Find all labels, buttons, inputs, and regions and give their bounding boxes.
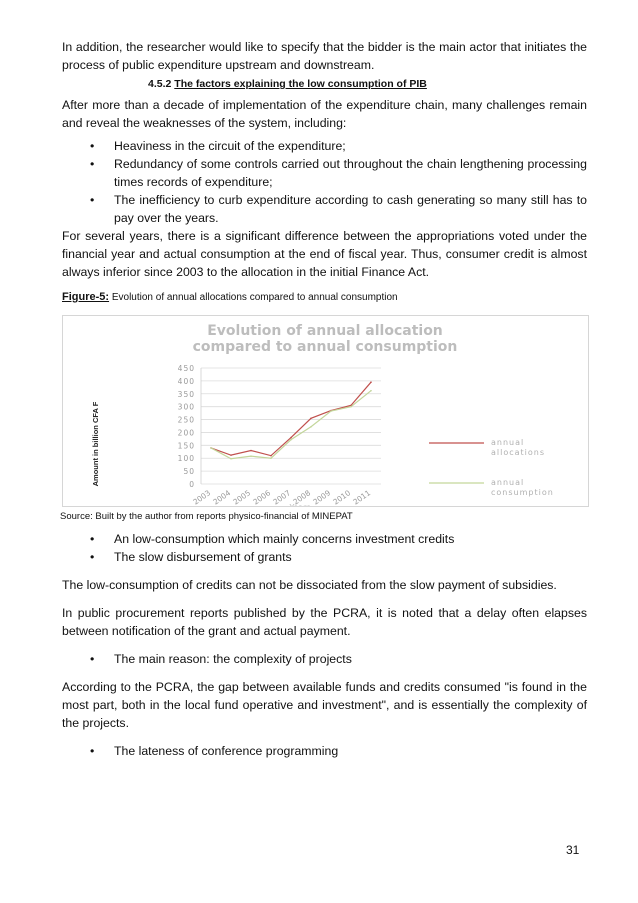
challenges-list — [62, 137, 587, 227]
document-page — [62, 38, 587, 760]
causes-list — [62, 530, 587, 566]
list-item-text: An low-consumption which mainly concerns investment credits — [114, 532, 455, 546]
data-point-consumption — [310, 426, 312, 428]
line-chart — [63, 316, 588, 506]
y-tick-label: 200 — [177, 428, 195, 438]
x-tick-label: 2009 — [311, 488, 333, 506]
list-item — [62, 742, 587, 760]
data-point-consumption — [290, 439, 292, 441]
main-reason-list — [62, 650, 587, 668]
lateness-list — [62, 742, 587, 760]
pcra-gap-paragraph: According to the PCRA, the gap between available funds and credits consumed "is found in the most part, both in the local fund operative and investment", and is essentially the complexity of the projects. — [62, 680, 587, 730]
y-tick-label: 0 — [189, 480, 195, 489]
data-point-consumption — [270, 457, 272, 459]
intro-paragraph: In addition, the researcher would like to specify that the bidder is the main actor that initiates the process of public expenditure upstream and downstream. — [62, 40, 587, 72]
bullet-icon: • — [90, 652, 95, 666]
pcra-reports-paragraph: In public procurement reports published by the PCRA, it is noted that a delay often elapses between notification of the grant and actual payment. — [62, 606, 587, 638]
list-item-text: The slow disbursement of grants — [114, 550, 292, 564]
challenges-paragraph: After more than a decade of implementation of the expenditure chain, many challenges remain and reveal the weaknesses of the system, including: — [62, 98, 587, 130]
figure-source: Source: Built by the author from reports physico-financial of MINEPAT — [60, 511, 353, 522]
bullet-icon: • — [90, 139, 95, 153]
bullet-icon: • — [90, 157, 95, 171]
legend-allocations-label-1: annual — [491, 438, 525, 447]
data-point-consumption — [330, 410, 332, 412]
list-item-text: Heaviness in the circuit of the expenditure; — [114, 139, 346, 153]
page-number: 31 — [566, 843, 580, 857]
data-point-allocations — [290, 437, 292, 439]
difference-paragraph: For several years, there is a significant difference between the appropriations voted under the financial year and actual consumption at the end of fiscal year. Thus, consumer credit is almost always inferior since 2003 to the allocation in the initial Finance Act. — [62, 229, 587, 279]
list-item — [62, 650, 587, 668]
y-axis-label: Amount in billion CFA F — [91, 401, 100, 487]
data-point-allocations — [270, 455, 272, 457]
data-point-allocations — [230, 454, 232, 456]
figure-label: Figure-5: — [62, 291, 110, 303]
y-tick-label: 100 — [177, 454, 195, 464]
x-tick-label: 2011 — [351, 488, 373, 506]
y-tick-label: 350 — [177, 389, 195, 399]
chart-title-line-1: Evolution of annual allocation — [207, 323, 443, 339]
y-tick-label: 150 — [177, 441, 195, 451]
data-point-consumption — [370, 390, 372, 392]
series-line-allocations — [211, 382, 371, 455]
legend-allocations-label-2: allocations — [491, 448, 546, 457]
list-item-text: The lateness of conference programming — [114, 744, 339, 758]
data-point-allocations — [370, 381, 372, 383]
chart-container — [62, 315, 589, 507]
bullet-icon: • — [90, 193, 95, 207]
data-point-consumption — [250, 455, 252, 457]
y-tick-label: 400 — [177, 376, 195, 386]
bullet-icon: • — [90, 550, 95, 564]
bullet-icon: • — [90, 532, 95, 546]
x-tick-label: 2010 — [331, 488, 353, 506]
chart-title-line-2: compared to annual consumption — [192, 339, 458, 355]
list-item — [62, 137, 587, 155]
y-tick-label: 50 — [183, 467, 195, 477]
list-item-text: The inefficiency to curb expenditure according to cash generating so many still has to pay over the years. — [114, 193, 587, 225]
data-point-consumption — [230, 458, 232, 460]
x-tick-label: 2004 — [211, 488, 233, 506]
data-point-allocations — [250, 450, 252, 452]
x-tick-label: 2008 — [291, 488, 313, 506]
bullet-icon: • — [90, 744, 95, 758]
section-title: The factors explaining the low consumption of PIB — [174, 78, 427, 90]
list-item — [62, 530, 587, 548]
x-tick-label: 2005 — [231, 488, 253, 506]
legend-consumption-label-2: consumption — [491, 488, 554, 497]
x-tick-label: 2007 — [271, 488, 293, 506]
data-point-allocations — [310, 417, 312, 419]
data-point-consumption — [350, 406, 352, 408]
list-item-text: Redundancy of some controls carried out throughout the chain lengthening processing times records of expenditure; — [114, 157, 587, 189]
section-number: 4.5.2 — [148, 78, 172, 90]
x-tick-label: 2006 — [251, 488, 273, 506]
x-tick-label: 2003 — [191, 488, 213, 506]
y-tick-label: 450 — [177, 364, 195, 373]
section-heading — [148, 78, 587, 90]
figure-caption — [62, 291, 587, 303]
list-item — [62, 548, 587, 566]
series-line-consumption — [211, 391, 371, 459]
list-item — [62, 191, 587, 227]
y-tick-label: 300 — [177, 402, 195, 412]
subsidies-paragraph: The low-consumption of credits can not be dissociated from the slow payment of subsidies. — [62, 578, 557, 592]
list-item — [62, 155, 587, 191]
y-tick-label: 250 — [177, 415, 195, 425]
legend-consumption-label-1: annual — [491, 478, 525, 487]
data-point-consumption — [210, 447, 212, 449]
list-item-text: The main reason: the complexity of projects — [114, 652, 352, 666]
figure-caption-text: Evolution of annual allocations compared to annual consumption — [109, 292, 398, 303]
